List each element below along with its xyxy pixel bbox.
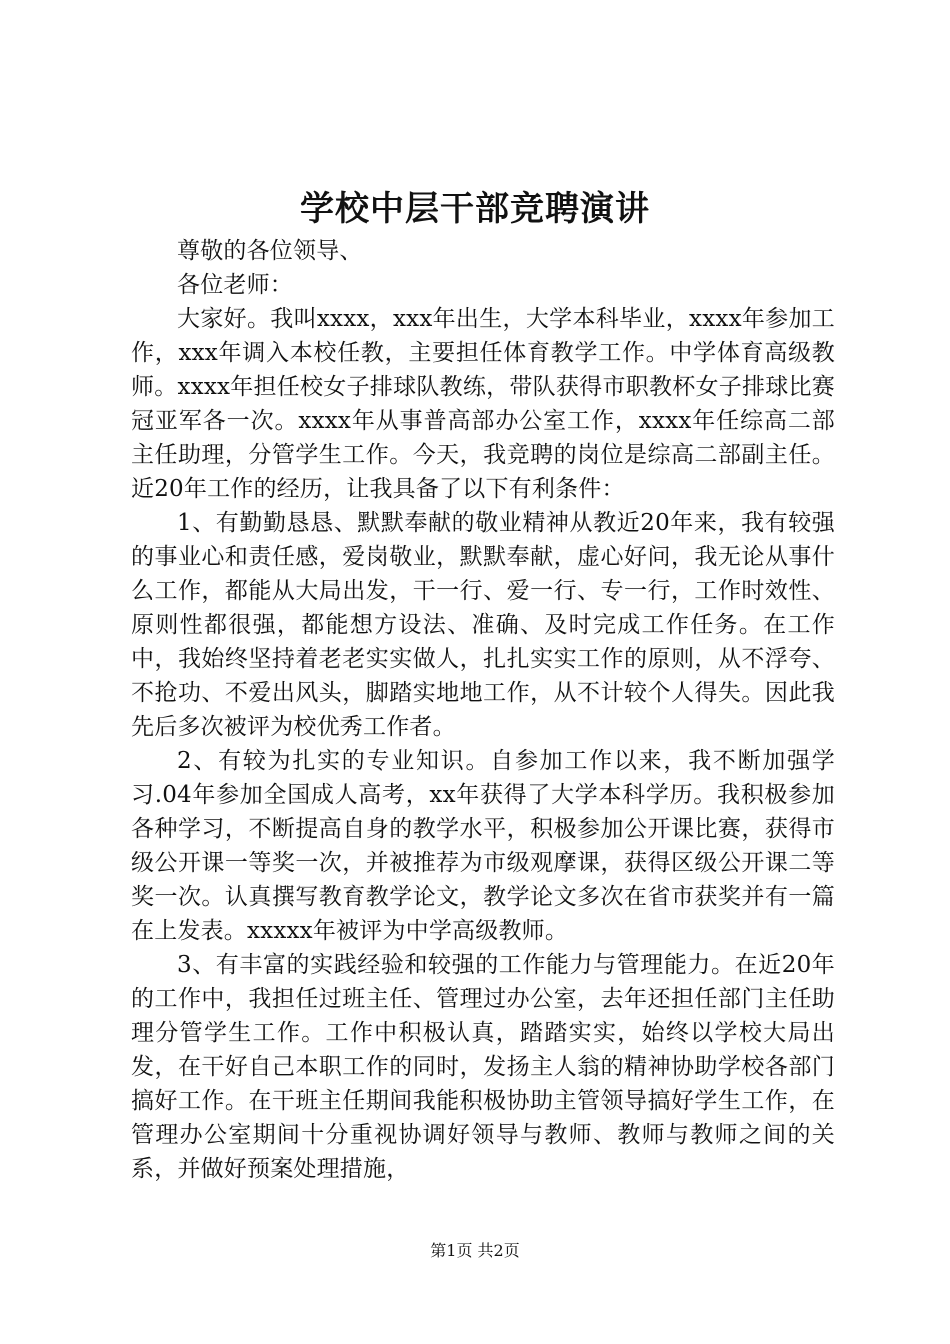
paragraph-point-3: 3、有丰富的实践经验和较强的工作能力与管理能力。在近20年的工作中，我担任过班主任、管理过办公室，去年还担任部门主任助理分管学生工作。工作中积极认真，踏踏实实，始终以学校大局出发，在干好自己本职工作的同时，发扬主人翁的精神协助学校各部门搞好工作。在干班主任期间我能积极协助主管领导搞好学生工作，在管理办公室期间十分重视协调好领导与教师、教师与教师之间的关系，并做好预案处理措施， [131,952,835,1182]
document-title: 学校中层干部竞聘演讲 [300,189,650,229]
document-body [131,234,835,1186]
page-number-footer: 第1页 共2页 [430,1241,520,1260]
salutation-line-1: 尊敬的各位领导、 [177,238,363,264]
paragraph-point-1: 1、有勤勤恳恳、默默奉献的敬业精神从教近20年来，我有较强的事业心和责任感，爱岗敬业，默默奉献，虚心好问，我无论从事什么工作，都能从大局出发，干一行、爱一行、专一行，工作时效性、原则性都很强，都能想方设法、准确、及时完成工作任务。在工作中，我始终坚持着老老实实做人，扎扎实实工作的原则，从不浮夸、不抢功、不爱出风头，脚踏实地地工作，从不计较个人得失。因此我先后多次被评为校优秀工作者。 [131,510,835,740]
salutation-line-2: 各位老师： [177,272,293,298]
paragraph-point-2: 2、有较为扎实的专业知识。自参加工作以来，我不断加强学习.04年参加全国成人高考，xx年获得了大学本科学历。我积极参加各种学习，不断提高自身的教学水平，积极参加公开课比赛，获得市级公开课一等奖一次，并被推荐为市级观摩课，获得区级公开课二等奖一次。认真撰写教育教学论文，教学论文多次在省市获奖并有一篇在上发表。xxxxx年被评为中学高级教师。 [131,748,835,944]
paragraph-introduction: 大家好。我叫xxxx，xxx年出生，大学本科毕业，xxxx年参加工作，xxx年调入本校任教，主要担任体育教学工作。中学体育高级教师。xxxx年担任校女子排球队教练，带队获得市职教杯女子排球比赛冠亚军各一次。xxxx年从事普高部办公室工作，xxxx年任综高二部主任助理，分管学生工作。今天，我竞聘的岗位是综高二部副主任。近20年工作的经历，让我具备了以下有利条件： [131,306,835,502]
